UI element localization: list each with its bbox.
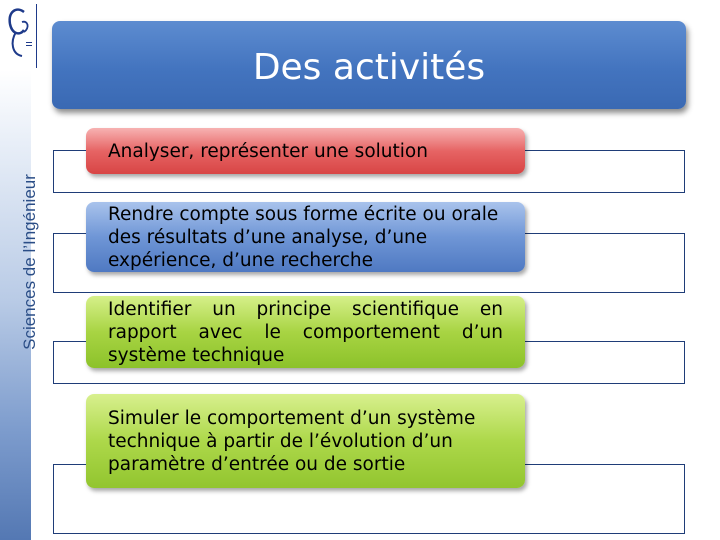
activity-card-2: [86, 202, 525, 272]
activity-label-3: Identifier un principe scientifique en rapport avec le comportement d’un système technique: [108, 298, 503, 366]
logo-icon: [2, 2, 36, 68]
activity-card-4: [86, 394, 525, 488]
title-banner: [52, 21, 686, 109]
activity-card-1: [86, 128, 525, 174]
page-title: Des activités: [252, 47, 486, 88]
activity-card-3: [86, 296, 525, 368]
activity-label-1: Analyser, représenter une solution: [108, 140, 428, 162]
side-label: Sciences de l’Ingénieur: [20, 174, 39, 350]
activity-label-4: Simuler le comportement d’un système technique à partir de l’évolution d’un paramètre d’entrée ou de sortie: [108, 407, 476, 475]
logo-divider: [36, 4, 37, 68]
activity-label-2: Rendre compte sous forme écrite ou orale des résultats d’une analyse, d’une expérience, d’une recherche: [108, 204, 499, 271]
